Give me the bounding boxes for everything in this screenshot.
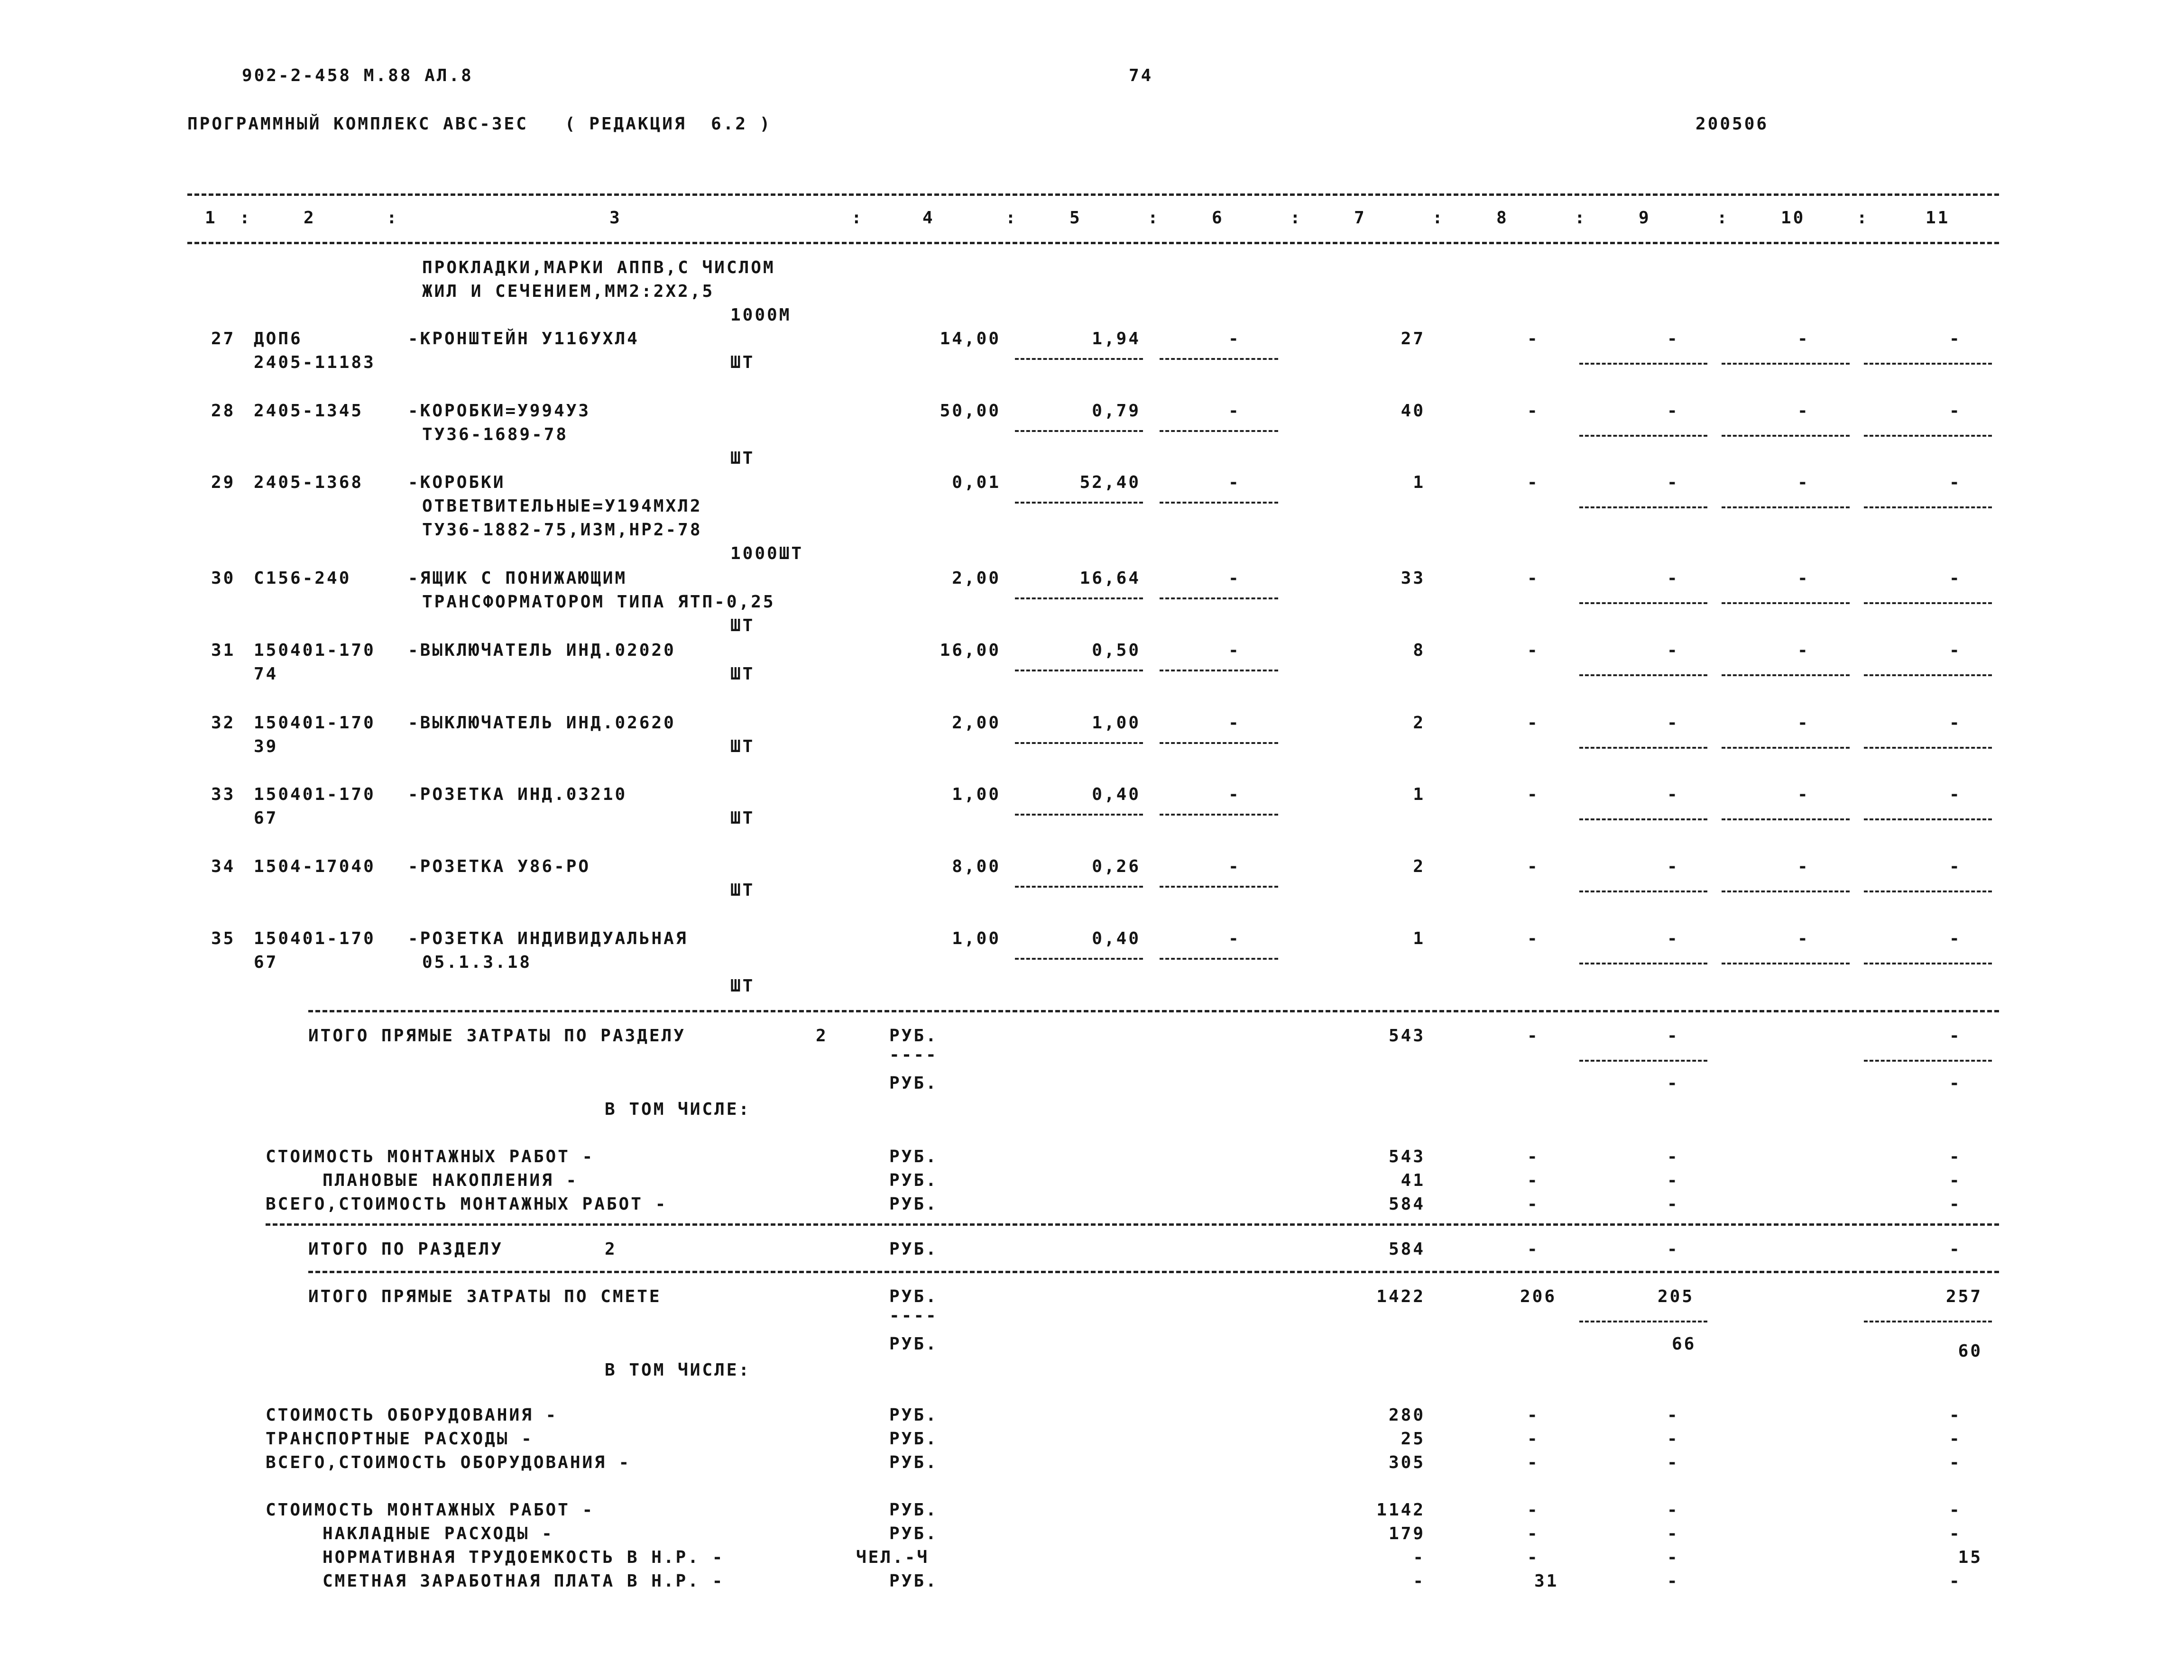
row-quantity: 1,00 [952,929,1001,948]
installation-label: СМЕТНАЯ ЗАРАБОТНАЯ ПЛАТА В Н.Р. - [323,1571,725,1591]
installation-col9: - [1667,1571,1679,1591]
section-sum-col7: 584 [1388,1239,1425,1259]
column-number-9: 9 [1639,208,1651,228]
row-unit: ШТ [730,976,755,996]
column-number-11: 11 [1926,208,1950,228]
row-col10-rule [1722,435,1850,437]
row-code: 2405-1345 [254,401,364,421]
column-number-10: 10 [1781,208,1806,228]
column-number-7: 7 [1354,208,1366,228]
breakdown-label: СТОИМОСТЬ МОНТАЖНЫХ РАБОТ - [266,1147,595,1166]
row-number: 28 [211,401,236,421]
installation-col9: - [1667,1524,1679,1543]
breakdown-col9: - [1667,1147,1679,1166]
row-col10: - [1797,641,1810,660]
breakdown-unit: РУБ. [889,1171,938,1190]
breakdown-label: ВСЕГО,СТОИМОСТЬ МОНТАЖНЫХ РАБОТ - [266,1194,668,1214]
row-code: С156-240 [254,569,351,588]
row-col9: - [1667,473,1679,492]
row-total: 33 [1401,569,1425,588]
row-col5-rule [1015,597,1143,599]
installation-unit: РУБ. [889,1500,938,1520]
row-unit: ШТ [730,881,755,900]
row-total: 1 [1413,473,1425,492]
row-col8: - [1527,857,1539,876]
installation-col7: - [1413,1571,1425,1591]
row-unit: ШТ [730,449,755,468]
row-col11-rule [1864,818,1992,820]
breakdown-col7: 584 [1388,1194,1425,1214]
row-col5-rule [1015,814,1143,816]
row-name-line: -ЯЩИК С ПОНИЖАЮЩИМ [408,569,627,588]
column-separator: : [1005,208,1018,228]
equipment-col7: 305 [1388,1453,1425,1472]
breakdown-col8: - [1527,1147,1539,1166]
equipment-col8: - [1527,1405,1539,1425]
row-col6-rule [1160,742,1278,744]
section-total-label: ИТОГО ПРЯМЫЕ ЗАТРАТЫ ПО РАЗДЕЛУ [308,1026,686,1046]
row-name-line: ТУ36-1689-78 [422,425,569,444]
row-name-line: -РОЗЕТКА ИНД.03210 [408,785,627,804]
equipment-label: ТРАНСПОРТНЫЕ РАСХОДЫ - [266,1429,534,1449]
row-col5-rule [1015,886,1143,888]
row-col11: - [1949,473,1962,492]
intro-line: ЖИЛ И СЕЧЕНИЕМ,ММ2:2Х2,5 [422,282,715,301]
row-quantity: 8,00 [952,857,1001,876]
installation-col11: - [1949,1524,1962,1543]
section-sum-rule-bottom [308,1271,1999,1273]
row-col9: - [1667,857,1679,876]
equipment-unit: РУБ. [889,1405,938,1425]
column-separator: : [387,208,399,228]
row-col5-rule [1015,742,1143,744]
section-total-col8: - [1527,1026,1539,1046]
breakdown-unit: РУБ. [889,1147,938,1166]
equipment-label: ВСЕГО,СТОИМОСТЬ ОБОРУДОВАНИЯ - [266,1453,631,1472]
row-unit-price: 1,00 [1092,713,1141,733]
breakdown-col7: 41 [1401,1171,1425,1190]
row-col5-rule [1015,502,1143,504]
row-unit-price: 1,94 [1092,329,1141,349]
breakdown-col7: 543 [1388,1147,1425,1166]
row-col10-rule [1722,963,1850,964]
estimate-total-col9-rule [1579,1321,1707,1322]
header-rule-top [187,193,1999,196]
row-col8: - [1527,473,1539,492]
row-col6: - [1228,329,1241,349]
row-col8: - [1527,929,1539,948]
breakdown-unit: РУБ. [889,1194,938,1214]
row-unit: ШТ [730,808,755,828]
row-col6: - [1228,857,1241,876]
breakdown-col11: - [1949,1171,1962,1190]
row-code: 150401-170 [254,929,376,948]
estimate-total-label: ИТОГО ПРЯМЫЕ ЗАТРАТЫ ПО СМЕТЕ [308,1287,662,1306]
row-col10-rule [1722,363,1850,365]
estimate-total-col11-sub: 60 [1958,1341,1982,1361]
row-col6-rule [1160,597,1278,599]
row-name-line: -РОЗЕТКА ИНДИВИДУАЛЬНАЯ [408,929,688,948]
row-col9-rule [1579,602,1707,604]
row-total: 27 [1401,329,1425,349]
column-separator: : [1290,208,1302,228]
row-col9: - [1667,713,1679,733]
row-col6-rule [1160,430,1278,432]
column-separator: : [1717,208,1729,228]
program-title: ПРОГРАММНЫЙ КОМПЛЕКС АВС-3ЕС ( РЕДАКЦИЯ 6.2 ) [187,114,772,134]
row-col11: - [1949,569,1962,588]
row-col6: - [1228,641,1241,660]
row-col11: - [1949,401,1962,421]
column-number-5: 5 [1069,208,1082,228]
row-unit-price: 0,40 [1092,929,1141,948]
row-col9-rule [1579,890,1707,892]
row-col11-rule [1864,747,1992,749]
in-total-label-2: В ТОМ ЧИСЛЕ: [605,1360,751,1380]
installation-col8: - [1527,1524,1539,1543]
row-col11-rule [1864,890,1992,892]
row-col6-rule [1160,670,1278,671]
row-col6: - [1228,929,1241,948]
row-col8: - [1527,329,1539,349]
column-number-3: 3 [609,208,622,228]
row-name-line: -КОРОБКИ=У994У3 [408,401,591,421]
section-sum-number: 2 [605,1239,617,1259]
row-name-line: -КОРОБКИ [408,473,506,492]
row-unit-price: 52,40 [1079,473,1141,492]
row-code-sub: 67 [254,808,278,828]
installation-col8: - [1527,1548,1539,1567]
row-col9-rule [1579,963,1707,964]
column-separator: : [1432,208,1445,228]
breakdown-col11: - [1949,1147,1962,1166]
row-col10-rule [1722,506,1850,508]
row-col8: - [1527,713,1539,733]
row-col6-rule [1160,502,1278,504]
row-total: 8 [1413,641,1425,660]
row-col11-rule [1864,435,1992,437]
row-name-line: -РОЗЕТКА У86-РО [408,857,591,876]
row-col6: - [1228,569,1241,588]
row-code: 150401-170 [254,641,376,660]
installation-col11: - [1949,1500,1962,1520]
in-total-label: В ТОМ ЧИСЛЕ: [605,1100,751,1119]
equipment-label: СТОИМОСТЬ ОБОРУДОВАНИЯ - [266,1405,558,1425]
estimate-total-col11: 257 [1945,1287,1982,1306]
row-col9: - [1667,785,1679,804]
column-separator: : [240,208,252,228]
document-code: 902-2-458 М.88 АЛ.8 [242,66,473,85]
equipment-col11: - [1949,1453,1962,1472]
row-code: 150401-170 [254,713,376,733]
row-col10-rule [1722,818,1850,820]
section-total-unit-separator: ---- [889,1045,938,1065]
row-quantity: 2,00 [952,713,1001,733]
row-col8: - [1527,401,1539,421]
estimate-total-unit-2: РУБ. [889,1334,938,1354]
row-col9-rule [1579,747,1707,749]
row-col9: - [1667,569,1679,588]
estimate-total-col8: 206 [1520,1287,1557,1306]
row-col9-rule [1579,818,1707,820]
page-number: 74 [1129,66,1153,85]
row-col8: - [1527,569,1539,588]
section-total-col11: - [1949,1026,1962,1046]
installation-col8: 31 [1534,1571,1559,1591]
row-col10-rule [1722,674,1850,676]
row-col8: - [1527,641,1539,660]
row-number: 34 [211,857,236,876]
installation-col9: - [1667,1500,1679,1520]
row-total: 1 [1413,785,1425,804]
row-number: 33 [211,785,236,804]
section-total-unit-2: РУБ. [889,1074,938,1093]
row-unit: ШТ [730,353,755,372]
row-quantity: 16,00 [940,641,1001,660]
row-col6: - [1228,713,1241,733]
row-col10-rule [1722,890,1850,892]
row-col6: - [1228,473,1241,492]
row-number: 27 [211,329,236,349]
section-total-col9: - [1667,1026,1679,1046]
installation-col7: 179 [1388,1524,1425,1543]
row-unit: ШТ [730,616,755,635]
installation-label: НАКЛАДНЫЕ РАСХОДЫ - [323,1524,554,1543]
installation-label: НОРМАТИВНАЯ ТРУДОЕМКОСТЬ В Н.Р. - [323,1548,725,1567]
row-col9-rule [1579,363,1707,365]
row-col11-rule [1864,363,1992,365]
column-number-1: 1 [205,208,217,228]
estimate-total-unit: РУБ. [889,1287,938,1306]
row-code-sub: 74 [254,664,278,684]
row-unit: ШТ [730,737,755,756]
row-quantity: 0,01 [952,473,1001,492]
row-col11-rule [1864,602,1992,604]
section-sum-col9: - [1667,1239,1679,1259]
equipment-col8: - [1527,1453,1539,1472]
breakdown-col11: - [1949,1194,1962,1214]
row-name-line: ТУ36-1882-75,ИЗМ,НР2-78 [422,520,702,540]
column-number-8: 8 [1496,208,1509,228]
installation-col9: - [1667,1548,1679,1567]
section-sum-unit: РУБ. [889,1239,938,1259]
installation-unit: РУБ. [889,1524,938,1543]
row-unit: ШТ [730,664,755,684]
row-col10: - [1797,569,1810,588]
section-total-col7: 543 [1388,1026,1425,1046]
row-col11: - [1949,929,1962,948]
row-total: 2 [1413,857,1425,876]
row-col9-rule [1579,435,1707,437]
row-code: 2405-1368 [254,473,364,492]
estimate-total-unit-separator: ---- [889,1306,938,1325]
row-col11: - [1949,641,1962,660]
section-sum-label: ИТОГО ПО РАЗДЕЛУ [308,1239,503,1259]
row-col9-rule [1579,506,1707,508]
breakdown-col8: - [1527,1194,1539,1214]
section-total-col9-sub: - [1667,1074,1679,1093]
row-col10: - [1797,713,1810,733]
row-col11-rule [1864,963,1992,964]
equipment-col9: - [1667,1429,1679,1449]
row-name-line: -ВЫКЛЮЧАТЕЛЬ ИНД.02620 [408,713,676,733]
row-col10: - [1797,401,1810,421]
row-col10: - [1797,785,1810,804]
row-col5-rule [1015,670,1143,671]
row-col6: - [1228,401,1241,421]
equipment-col8: - [1527,1429,1539,1449]
equipment-col9: - [1667,1453,1679,1472]
row-quantity: 2,00 [952,569,1001,588]
row-name-line: ОТВЕТВИТЕЛЬНЫЕ=У194МХЛ2 [422,496,702,516]
row-name-line: 05.1.3.18 [422,953,532,972]
installation-col7: 1142 [1376,1500,1425,1520]
row-code: 1504-17040 [254,857,376,876]
section-sum-rule-top [266,1223,1999,1226]
row-number: 32 [211,713,236,733]
row-col5-rule [1015,958,1143,960]
estimate-total-col9-sub: 66 [1672,1334,1696,1354]
row-col6-rule [1160,958,1278,960]
row-number: 35 [211,929,236,948]
estimate-total-col11-rule [1864,1321,1992,1322]
equipment-col11: - [1949,1405,1962,1425]
equipment-col9: - [1667,1405,1679,1425]
row-total: 1 [1413,929,1425,948]
equipment-unit: РУБ. [889,1429,938,1449]
column-separator: : [1575,208,1587,228]
row-name-line: -КРОНШТЕЙН У116УХЛ4 [408,329,639,349]
breakdown-col8: - [1527,1171,1539,1190]
row-col10: - [1797,329,1810,349]
section-total-col9-rule [1579,1060,1707,1062]
breakdown-col9: - [1667,1194,1679,1214]
row-col9-rule [1579,674,1707,676]
row-col9: - [1667,929,1679,948]
section-total-col11-rule [1864,1060,1992,1062]
column-number-4: 4 [922,208,935,228]
row-col9: - [1667,329,1679,349]
installation-col11: - [1949,1571,1962,1591]
row-col9: - [1667,641,1679,660]
header-rule-bottom [187,242,1999,244]
row-col6-rule [1160,814,1278,816]
installation-col11: 15 [1958,1548,1982,1567]
installation-col7: - [1413,1548,1425,1567]
row-col10: - [1797,473,1810,492]
installation-label: СТОИМОСТЬ МОНТАЖНЫХ РАБОТ - [266,1500,595,1520]
row-col5-rule [1015,358,1143,360]
row-col6-rule [1160,886,1278,888]
estimate-total-col9: 205 [1658,1287,1695,1306]
row-col11: - [1949,857,1962,876]
row-total: 2 [1413,713,1425,733]
section-total-unit: РУБ. [889,1026,938,1046]
section-total-number: 2 [816,1026,828,1046]
equipment-col7: 25 [1401,1429,1425,1449]
row-code: 150401-170 [254,785,376,804]
row-col6-rule [1160,358,1278,360]
row-code-sub: 67 [254,953,278,972]
section-total-rule [308,1010,1999,1012]
row-unit-price: 0,26 [1092,857,1141,876]
row-code-sub: 2405-11183 [254,353,376,372]
row-number: 31 [211,641,236,660]
row-col11: - [1949,785,1962,804]
row-col11: - [1949,329,1962,349]
row-code: ДОП6 [254,329,303,349]
row-number: 30 [211,569,236,588]
row-col11-rule [1864,674,1992,676]
equipment-unit: РУБ. [889,1453,938,1472]
row-col10: - [1797,857,1810,876]
column-separator: : [1148,208,1160,228]
row-code-sub: 39 [254,737,278,756]
column-number-6: 6 [1212,208,1224,228]
row-col10: - [1797,929,1810,948]
equipment-col11: - [1949,1429,1962,1449]
row-quantity: 50,00 [940,401,1001,421]
installation-unit: ЧЕЛ.-Ч [856,1548,930,1567]
installation-col8: - [1527,1500,1539,1520]
row-col11-rule [1864,506,1992,508]
column-separator: : [851,208,864,228]
column-number-2: 2 [304,208,316,228]
equipment-col7: 280 [1388,1405,1425,1425]
row-col10-rule [1722,602,1850,604]
section-sum-col11: - [1949,1239,1962,1259]
intro-unit: 1000М [730,305,792,325]
row-unit: 1000ШТ [730,544,804,563]
row-col9: - [1667,401,1679,421]
row-unit-price: 0,50 [1092,641,1141,660]
row-col8: - [1527,785,1539,804]
row-col6: - [1228,785,1241,804]
intro-line: ПРОКЛАДКИ,МАРКИ АППВ,С ЧИСЛОМ [422,258,775,277]
row-unit-price: 0,40 [1092,785,1141,804]
row-number: 29 [211,473,236,492]
row-quantity: 14,00 [940,329,1001,349]
section-total-col11-sub: - [1949,1074,1962,1093]
row-unit-price: 0,79 [1092,401,1141,421]
breakdown-label: ПЛАНОВЫЕ НАКОПЛЕНИЯ - [323,1171,579,1190]
breakdown-col9: - [1667,1171,1679,1190]
row-col11: - [1949,713,1962,733]
row-name-line: ТРАНСФОРМАТОРОМ ТИПА ЯТП-0,25 [422,592,775,612]
row-quantity: 1,00 [952,785,1001,804]
installation-unit: РУБ. [889,1571,938,1591]
row-col10-rule [1722,747,1850,749]
row-name-line: -ВЫКЛЮЧАТЕЛЬ ИНД.02020 [408,641,676,660]
estimate-total-col7: 1422 [1376,1287,1425,1306]
row-total: 40 [1401,401,1425,421]
document-id: 200506 [1696,114,1769,134]
section-sum-col8: - [1527,1239,1539,1259]
row-unit-price: 16,64 [1079,569,1141,588]
row-col5-rule [1015,430,1143,432]
column-separator: : [1857,208,1869,228]
